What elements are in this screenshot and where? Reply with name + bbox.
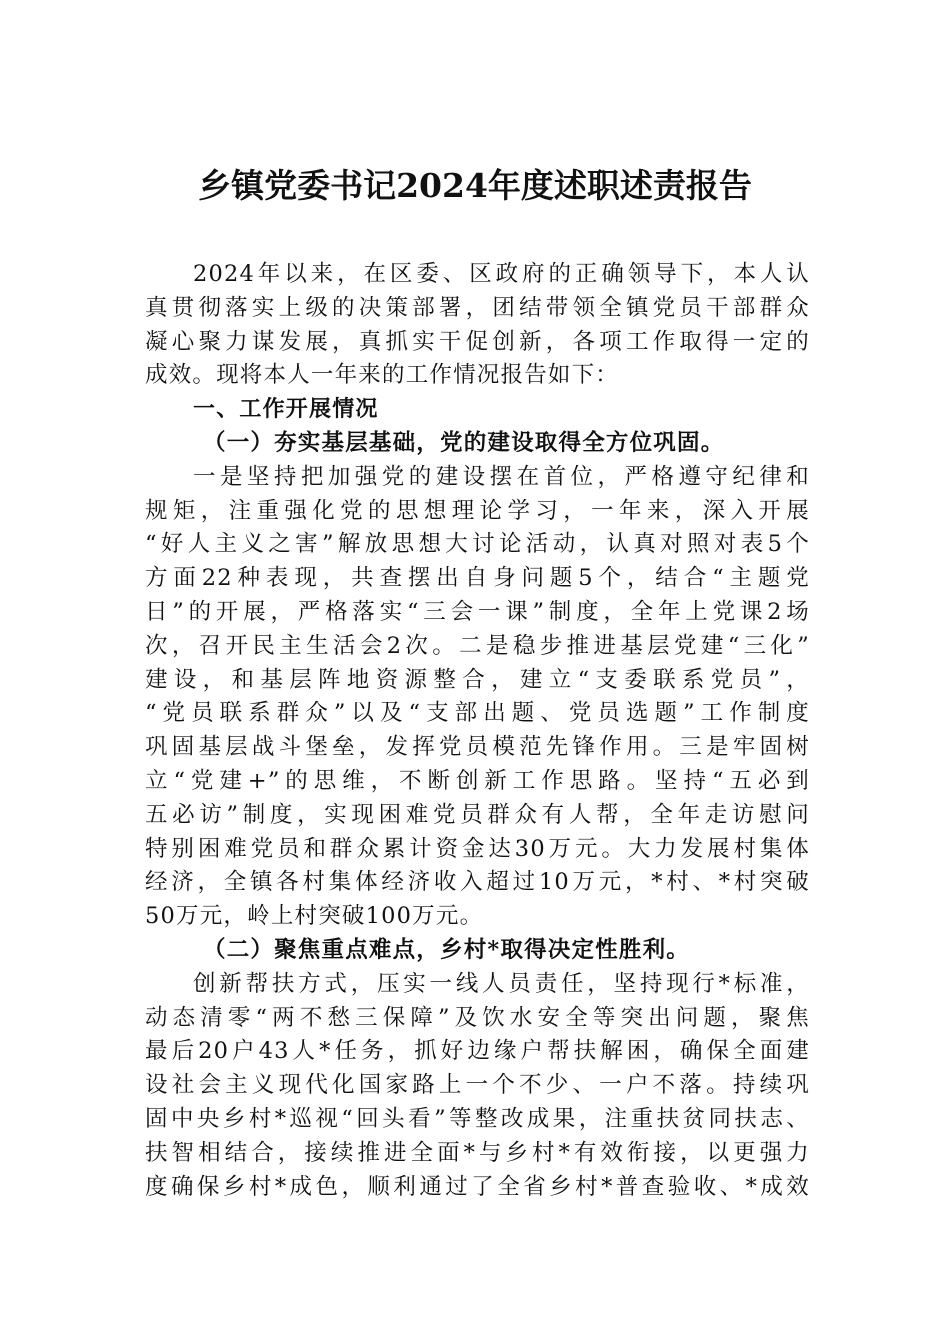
- body-line: 度确保乡村*成色，顺利通过了全省乡村*普查验收、*成效: [145, 1173, 810, 1200]
- body-line: 日”的开展，严格落实“三会一课”制度，全年上党课2场: [145, 598, 810, 625]
- body-line: 扶智相结合，接续推进全面*与乡村*有效衔接，以更强力: [145, 1139, 810, 1166]
- document-body: [145, 258, 810, 1204]
- body-line: 五必访”制度，实现困难党员群众有人帮，全年走访慰问: [145, 801, 810, 828]
- body-line: 凝心聚力谋发展，真抓实干促创新，各项工作取得一定的: [145, 328, 810, 355]
- body-line: 巩固基层战斗堡垒，发挥党员模范先锋作用。三是牢固树: [145, 734, 810, 761]
- body-line: 创新帮扶方式，压实一线人员责任，坚持现行*标准，: [193, 970, 810, 997]
- body-line: 设社会主义现代化国家路上一个不少、一户不落。持续巩: [145, 1072, 810, 1099]
- body-line: 一、工作开展情况: [193, 397, 379, 423]
- body-line: 真贯彻落实上级的决策部署，团结带领全镇党员干部群众: [145, 294, 810, 321]
- body-line: “好人主义之害”解放思想大讨论活动，认真对照对表5个: [145, 531, 810, 558]
- body-line: 经济，全镇各村集体经济收入超过10万元，*村、*村突破: [145, 869, 810, 896]
- body-line: 固中央乡村*巡视“回头看”等整改成果，注重扶贫同扶志、: [145, 1105, 810, 1132]
- body-line: 次，召开民主生活会2次。二是稳步推进基层党建“三化”: [145, 632, 810, 659]
- body-line: 建设，和基层阵地资源整合，建立“支委联系党员”，: [145, 666, 810, 693]
- body-line: “党员联系群众”以及“支部出题、党员选题”工作制度: [145, 700, 810, 727]
- body-line: 方面22种表现，共查摆出自身问题5个，结合“主题党: [145, 565, 810, 592]
- body-line: 立“党建+”的思维，不断创新工作思路。坚持“五必到: [145, 767, 810, 794]
- body-line: 50万元，岭上村突破100万元。: [145, 903, 484, 930]
- body-line: 成效。现将本人一年来的工作情况报告如下：: [145, 362, 620, 389]
- body-line: 特别困难党员和群众累计资金达30万元。大力发展村集体: [145, 835, 810, 862]
- body-line: 规矩，注重强化党的思想理论学习，一年来，深入开展: [145, 497, 810, 524]
- document-title: 乡镇党委书记2024年度述职述责报告: [198, 166, 752, 205]
- body-line: 最后20户43人*任务，抓好边缘户帮扶解困，确保全面建: [145, 1038, 810, 1065]
- body-line: 一是坚持把加强党的建设摆在首位，严格遵守纪律和: [193, 463, 810, 490]
- body-line: （一）夯实基层基础，党的建设取得全方位巩固。: [203, 429, 725, 456]
- body-line: （二）聚焦重点难点，乡村*取得决定性胜利。: [203, 936, 690, 963]
- body-line: 动态清零“两不愁三保障”及饮水安全等突出问题，聚焦: [145, 1004, 810, 1031]
- body-line: 2024年以来，在区委、区政府的正确领导下，本人认: [193, 261, 810, 287]
